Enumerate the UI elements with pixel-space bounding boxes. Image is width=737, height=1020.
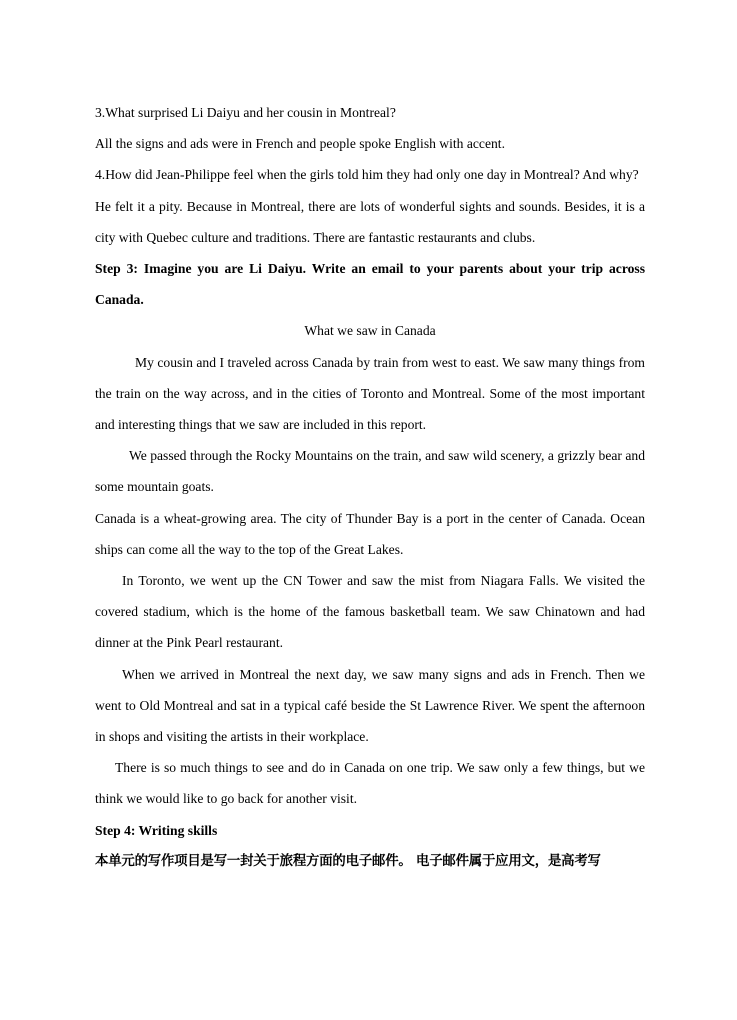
report-paragraph-4: In Toronto, we went up the CN Tower and saw the mist from Niagara Falls. We visited the covered stadium, which is the home of the famous basketball team. We saw Chinatown and had dinner at the Pink Pearl restaurant.	[95, 573, 645, 651]
question-3: 3.What surprised Li Daiyu and her cousin in Montreal?	[95, 105, 396, 120]
answer-3: All the signs and ads were in French and people spoke English with accent.	[95, 136, 505, 152]
step4-heading: Step 4: Writing skills	[95, 822, 218, 838]
report-paragraph-2: We passed through the Rocky Mountains on the train, and saw wild scenery, a grizzly bear and some mountain goats.	[95, 448, 645, 495]
step4-chinese-text: 本单元的写作项目是写一封关于旅程方面的电子邮件。 电子邮件属于应用文，是高考写	[95, 853, 601, 869]
answer-4: He felt it a pity. Because in Montreal, there are lots of wonderful sights and sounds. Besides, it is a city with Quebec culture and traditions. There are fantastic restaurants and clubs.	[95, 198, 645, 245]
report-paragraph-5: When we arrived in Montreal the next day, we saw many signs and ads in French. Then we went to Old Montreal and sat in a typical café beside the St Lawrence River. We spent the afternoon in shops and visiting the artists in their workplace.	[95, 666, 645, 745]
step3-heading: Step 3: Imagine you are Li Daiyu. Write an email to your parents about your trip across Canada.	[95, 261, 645, 308]
report-paragraph-1: My cousin and I traveled across Canada by train from west to east. We saw many things from the train on the way across, and in the cities of Toronto and Montreal. Some of the most important and interesting things that we saw are included in this report.	[95, 354, 645, 433]
report-paragraph-6: There is so much things to see and do in Canada on one trip. We saw only a few things, but we think we would like to go back for another visit.	[95, 760, 645, 807]
document-page	[95, 97, 645, 877]
question-4: 4.How did Jean-Philippe feel when the girls told him they had only one day in Montreal? And why?	[95, 167, 639, 183]
report-paragraph-3: Canada is a wheat-growing area. The city of Thunder Bay is a port in the center of Canada. Ocean ships can come all the way to the top of the Great Lakes.	[95, 510, 645, 557]
report-title: What we saw in Canada	[304, 323, 436, 339]
